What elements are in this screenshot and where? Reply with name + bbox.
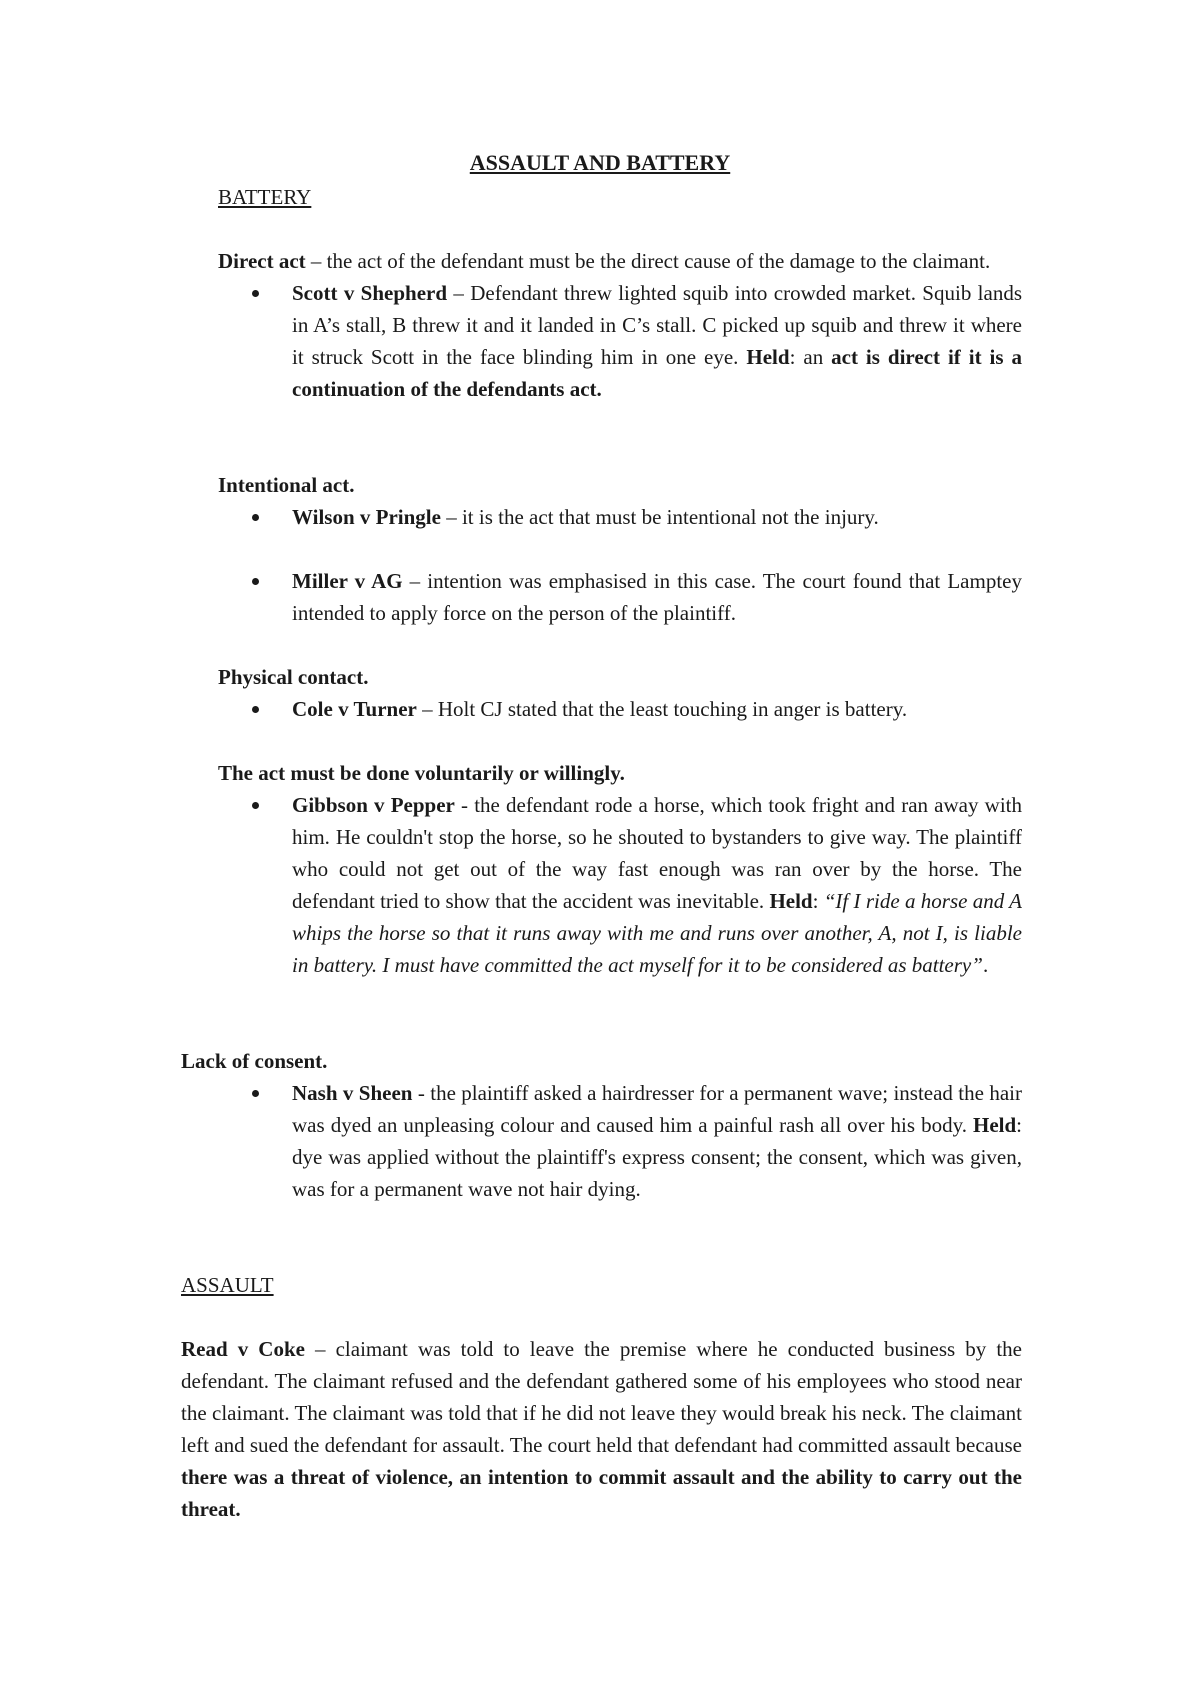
list-item <box>218 565 1022 629</box>
physical-contact-label <box>218 661 1022 693</box>
case-name: Wilson v Pringle <box>292 505 441 529</box>
assault-heading: ASSAULT <box>181 1273 274 1297</box>
list-item <box>218 693 1022 725</box>
case-text: – Holt CJ stated that the least touching in anger is battery. <box>416 697 908 721</box>
intentional-act-list <box>218 501 1022 629</box>
case-text: – it is the act that must be intentional not the injury. <box>440 505 879 529</box>
voluntary-list <box>218 789 1022 981</box>
bullet-icon <box>252 514 259 521</box>
case-conclusion: there was a threat of violence, an intention to commit assault and the ability to carry out the threat. <box>181 1465 1022 1521</box>
assault-section <box>181 1333 1022 1525</box>
held-text: act is direct if it is a continuation of the defendants act. <box>292 345 1022 401</box>
consent-list <box>218 1077 1022 1205</box>
case-text: - the defendant rode a horse, which took fright and ran away with him. He couldn't stop the horse, so he shouted to bystanders to give way. The plaintiff who could not get out of the way fast enough was ran over by the horse. The defendant tried to show that the accident was inevitable. <box>292 793 1022 913</box>
intentional-act-label <box>218 469 1022 501</box>
held-separator: : an <box>789 345 832 369</box>
section-label: The act must be done voluntarily or willingly. <box>218 761 625 785</box>
list-item <box>218 501 1022 533</box>
case-name: Cole v Turner <box>292 697 417 721</box>
physical-contact-list <box>218 693 1022 725</box>
list-item <box>218 277 1022 405</box>
bullet-icon <box>252 1090 259 1097</box>
case-name: Miller v AG <box>292 569 403 593</box>
case-text: - the plaintiff asked a hairdresser for a permanent wave; instead the hair was dyed an unpleasing colour and caused him a painful rash all over his body. <box>292 1081 1022 1137</box>
case-text: – intention was emphasised in this case. The court found that Lamptey intended to apply force on the person of the plaintiff. <box>292 569 1022 625</box>
consent-section <box>181 1045 1022 1205</box>
direct-act-text: – the act of the defendant must be the direct cause of the damage to the claimant. <box>305 249 991 273</box>
bullet-icon <box>252 290 259 297</box>
battery-section-heading <box>218 181 1022 213</box>
section-label: Intentional act. <box>218 473 355 497</box>
assault-paragraph <box>181 1333 1022 1525</box>
case-text: – claimant was told to leave the premise where he conducted business by the defendant. The claimant refused and the defendant gathered some of his employees who stood near the claimant. The claimant was told that if he did not leave they would break his neck. The claimant left and sued the defendant for assault. The court held that defendant had committed assault because <box>181 1337 1022 1457</box>
physical-contact-section <box>218 661 1022 725</box>
direct-act-label: Direct act <box>218 249 306 273</box>
held-quote: “If I ride a horse and A whips the horse so that it runs away with me and runs over another, A, not I, is liable in battery. I must have committed the act myself for it to be considered as battery” <box>292 889 1022 977</box>
bullet-icon <box>252 706 259 713</box>
held-label: Held <box>746 345 790 369</box>
voluntary-section <box>218 757 1022 981</box>
case-name: Gibbson v Pepper <box>292 793 455 817</box>
direct-act-list <box>218 277 1022 405</box>
case-name: Nash v Sheen <box>292 1081 413 1105</box>
page-title: ASSAULT AND BATTERY <box>469 150 731 175</box>
held-label: Held <box>972 1113 1017 1137</box>
list-item <box>218 1077 1022 1205</box>
case-name: Read v Coke <box>181 1337 305 1361</box>
voluntary-label <box>218 757 1022 789</box>
held-separator: : <box>812 889 824 913</box>
bullet-icon <box>252 802 259 809</box>
section-label: Lack of consent. <box>181 1049 328 1073</box>
held-label: Held <box>769 889 813 913</box>
consent-label <box>181 1045 1022 1077</box>
direct-act-section <box>218 245 1022 405</box>
case-name: Scott v Shepherd <box>292 281 448 305</box>
case-text: – Defendant threw lighted squib into crowded market. Squib lands in A’s stall, B threw it and it landed in C’s stall. C picked up squib and threw it where it struck Scott in the face blinding him in one eye. <box>292 281 1022 369</box>
assault-section-heading <box>181 1269 1022 1301</box>
direct-act-paragraph <box>218 245 1022 277</box>
list-item <box>218 789 1022 981</box>
held-text: : dye was applied without the plaintiff's express consent; the consent, which was given, was for a permanent wave not hair dying. <box>292 1113 1022 1201</box>
bullet-icon <box>252 578 259 585</box>
section-label: Physical contact. <box>218 665 369 689</box>
quote-end: . <box>982 953 989 977</box>
battery-heading: BATTERY <box>218 185 312 209</box>
intentional-act-section <box>218 469 1022 629</box>
